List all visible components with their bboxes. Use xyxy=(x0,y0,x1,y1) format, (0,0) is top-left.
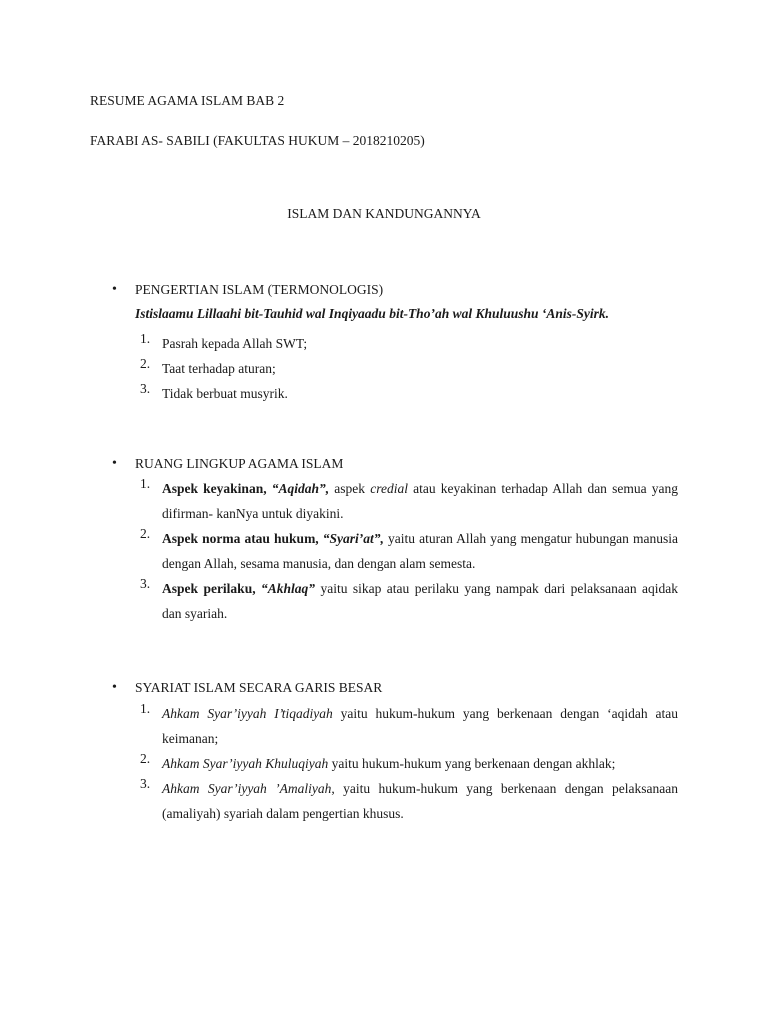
section-heading: RUANG LINGKUP AGAMA ISLAM xyxy=(135,456,344,471)
item-number: 2. xyxy=(140,356,151,371)
document-title: ISLAM DAN KANDUNGANNYA xyxy=(287,206,481,221)
item-text xyxy=(162,576,678,626)
item-number: 1. xyxy=(140,331,151,346)
item-number: 3. xyxy=(140,381,151,396)
item-rest: yaitu hukum-hukum yang berkenaan dengan akhlak; xyxy=(328,756,616,771)
item-number: 2. xyxy=(140,751,151,766)
item-mid: aspek xyxy=(329,481,371,496)
item-term: “Syari’at”, xyxy=(322,531,384,546)
item-rest: yaitu sikap atau perilaku yang nampak dari pelaksanaan aqidak dan syariah. xyxy=(162,581,678,621)
item-text: Tidak berbuat musyrik. xyxy=(162,386,288,401)
item-italic: Ahkam Syar’iyyah Khuluqiyah xyxy=(162,756,329,771)
item-term: “Aqidah”, xyxy=(271,481,330,496)
item-text xyxy=(162,526,678,576)
resume-title: RESUME AGAMA ISLAM BAB 2 xyxy=(90,93,285,108)
item-number: 3. xyxy=(140,776,151,791)
item-bold: Aspek perilaku, xyxy=(162,581,256,596)
item-rest: atau keyakinan terhadap Allah dan semua yang difirman- kanNya untuk diyakini. xyxy=(162,481,678,521)
item-term: “Akhlaq” xyxy=(261,581,316,596)
item-italic: Ahkam Syar’iyyah ’Amaliyah xyxy=(162,781,332,796)
item-rest: yaitu hukum-hukum yang berkenaan dengan ‘aqidah atau keimanan; xyxy=(162,706,678,746)
item-rest: , yaitu hukum-hukum yang berkenaan dengan pelaksanaan (amaliyah) syariah dalam pengertian khusus. xyxy=(162,781,678,821)
bullet-icon: • xyxy=(112,282,117,297)
bullet-icon: • xyxy=(112,456,117,471)
section-heading: SYARIAT ISLAM SECARA GARIS BESAR xyxy=(135,680,383,695)
item-text: Pasrah kepada Allah SWT; xyxy=(162,336,308,351)
bullet-icon: • xyxy=(112,680,117,695)
item-number: 1. xyxy=(140,476,151,491)
item-text xyxy=(162,776,678,826)
item-text xyxy=(162,751,678,776)
author-line: FARABI AS- SABILI (FAKULTAS HUKUM – 2018210205) xyxy=(90,133,425,148)
item-bold: Aspek keyakinan, xyxy=(162,481,267,496)
item-number: 2. xyxy=(140,526,151,541)
item-rest: yaitu aturan Allah yang mengatur hubungan manusia dengan Allah, sesama manusia, dan dengan alam semesta. xyxy=(162,531,678,571)
item-bold: Aspek norma atau hukum, xyxy=(162,531,319,546)
item-text xyxy=(162,476,678,526)
item-number: 1. xyxy=(140,701,151,716)
item-text: Taat terhadap aturan; xyxy=(162,361,276,376)
item-italic: credial xyxy=(370,481,408,496)
section-subtitle: Istislaamu Lillaahi bit-Tauhid wal Inqiyaadu bit-Tho’ah wal Khuluushu ‘Anis-Syirk. xyxy=(135,306,610,321)
item-italic: Ahkam Syar’iyyah I’tiqadiyah xyxy=(162,706,333,721)
item-text xyxy=(162,701,678,751)
section-heading: PENGERTIAN ISLAM (TERMONOLOGIS) xyxy=(135,282,384,297)
item-number: 3. xyxy=(140,576,151,591)
